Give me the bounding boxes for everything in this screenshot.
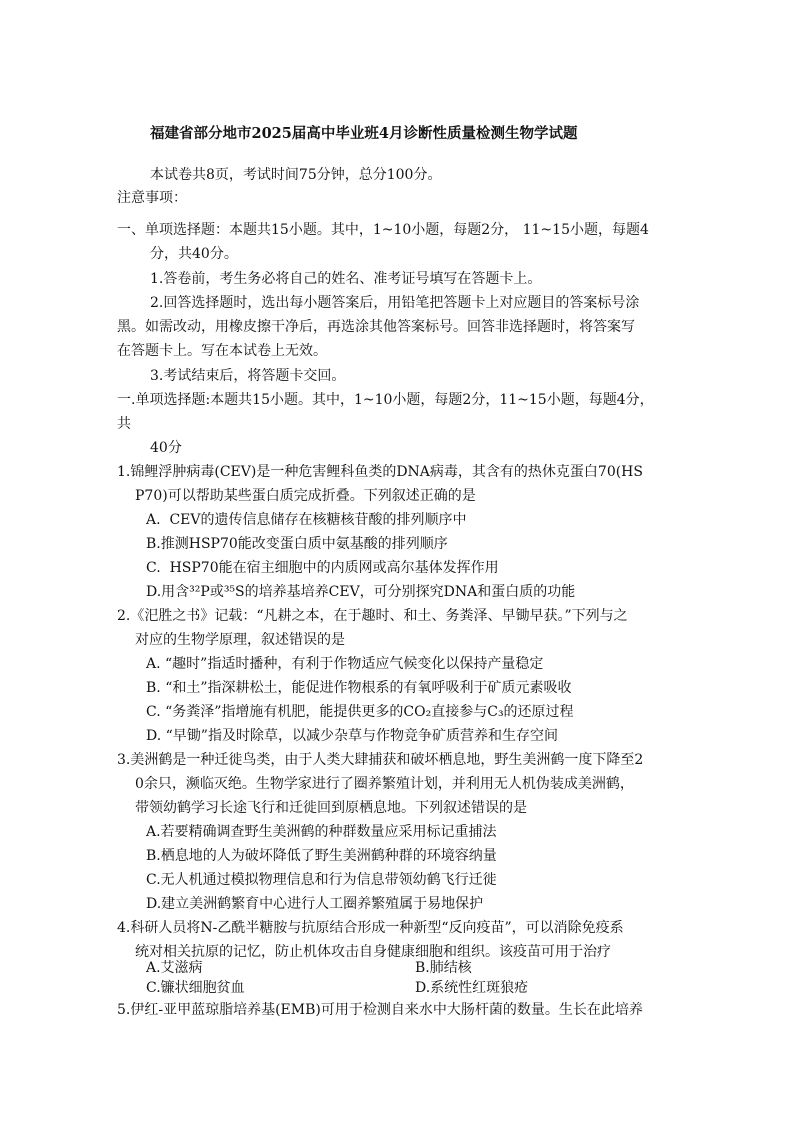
question-3-option-a: A.若要精确调查野生美洲鹤的种群数量应采用标记重捕法 — [146, 824, 497, 840]
question-1-option-c: C. HSP70能在宿主细胞中的内质网或高尔基体发挥作用 — [146, 560, 499, 576]
notice-item-2: 黑。如需改动，用橡皮擦干净后，再选涂其他答案标号。回答非选择题时，将答案写 — [117, 319, 635, 335]
question-4-stem: 4.科研人员将N-乙酰半糖胺与抗原结合形成一种新型“反向疫苗”，可以消除免疫系 — [117, 920, 624, 936]
question-1-option-a: A. CEV的遗传信息储存在核糖核苷酸的排列顺序中 — [146, 512, 467, 528]
question-4-stem: 统对相关抗原的记忆，防止机体攻击自身健康细胞和组织。该疫苗可用于治疗 — [135, 944, 611, 960]
question-3-stem: 0余只，濒临灭绝。生物学家进行了圈养繁殖计划，并利用无人机伪装成美洲鹤， — [135, 776, 634, 792]
notice-item-2: 2.回答选择题时，选出每小题答案后，用铅笔把答题卡上对应题目的答案标号涂 — [150, 295, 640, 311]
exam-title: 福建省部分地市2025届高中毕业班4月诊断性质量检测生物学试题 — [150, 125, 578, 142]
question-4-option-d: D.系统性红斑狼疮 — [415, 980, 529, 996]
question-3-option-b: B.栖息地的人为破坏降低了野生美洲鹤种群的环境容纳量 — [146, 848, 497, 864]
notice-item-3: 3.考试结束后，将答题卡交回。 — [150, 368, 346, 384]
section-heading: 40分 — [150, 440, 182, 456]
question-2-option-d: D. “早锄”指及时除草，以减少杂草与作物竞争矿质营养和生存空间 — [146, 728, 558, 744]
question-1-stem: 1.锦鲤浮肿病毒(CEV)是一种危害鲤科鱼类的DNA病毒，其含有的热休克蛋白70(HS — [117, 464, 643, 480]
section-heading: 一.单项选择题:本题共15小题。其中，1~10小题，每题2分，11~15小题，每题4分， — [117, 392, 654, 408]
notice-item-1: 1.答卷前，考生务必将自己的姓名、准考证号填写在答题卡上。 — [150, 271, 542, 287]
question-1-option-b: B.推测HSP70能改变蛋白质中氨基酸的排列顺序 — [146, 536, 448, 552]
exam-intro: 本试卷共8页，考试时间75分钟，总分100分。 — [150, 167, 442, 183]
question-2-option-c: C. “务粪泽”指增施有机肥，能提供更多的CO₂直接参与C₃的还原过程 — [146, 704, 574, 720]
question-3-option-c: C.无人机通过模拟物理信息和行为信息带领幼鹤飞行迁徙 — [146, 872, 497, 888]
question-2-option-a: A. “趣时”指适时播种，有利于作物适应气候变化以保持产量稳定 — [146, 656, 544, 672]
question-2-stem: 对应的生物学原理，叙述错误的是 — [135, 632, 345, 648]
question-3-stem: 3.美洲鹤是一种迁徙鸟类，由于人类大肆捕获和破坏栖息地，野生美洲鹤一度下降至2 — [117, 752, 644, 768]
notice-label: 注意事项： — [117, 190, 187, 206]
notice-section-line: 一、单项选择题：本题共15小题。其中，1~10小题，每题2分， 11~15小题，每题4 — [117, 222, 649, 238]
question-4-option-a: A.艾滋病 — [146, 960, 203, 976]
notice-item-2: 在答题卡上。写在本试卷上无效。 — [117, 343, 327, 359]
question-3-option-d: D.建立美洲鹤繁育中心进行人工圈养繁殖属于易地保护 — [146, 896, 484, 912]
question-3-stem: 带领幼鹤学习长途飞行和迁徙回到原栖息地。下列叙述错误的是 — [135, 800, 527, 816]
question-4-option-c: C.镰状细胞贫血 — [146, 980, 245, 996]
question-5-stem: 5.伊红-亚甲蓝琼脂培养基(EMB)可用于检测自来水中大肠杆菌的数量。生长在此培养 — [117, 1002, 643, 1018]
notice-section-line: 分，共40分。 — [150, 246, 238, 262]
question-2-option-b: B. “和土”指深耕松土，能促进作物根系的有氧呼吸利于矿质元素吸收 — [146, 680, 572, 696]
section-heading: 共 — [117, 416, 131, 432]
question-2-stem: 2.《汜胜之书》记载：“凡耕之本，在于趣时、和土、务粪泽、早锄早获。”下列与之 — [117, 608, 628, 624]
question-4-option-b: B.肺结核 — [415, 960, 472, 976]
question-1-option-d: D.用含³²P或³⁵S的培养基培养CEV，可分别探究DNA和蛋白质的功能 — [146, 584, 576, 600]
question-1-stem: P70)可以帮助某些蛋白质完成折叠。下列叙述正确的是 — [135, 488, 476, 504]
